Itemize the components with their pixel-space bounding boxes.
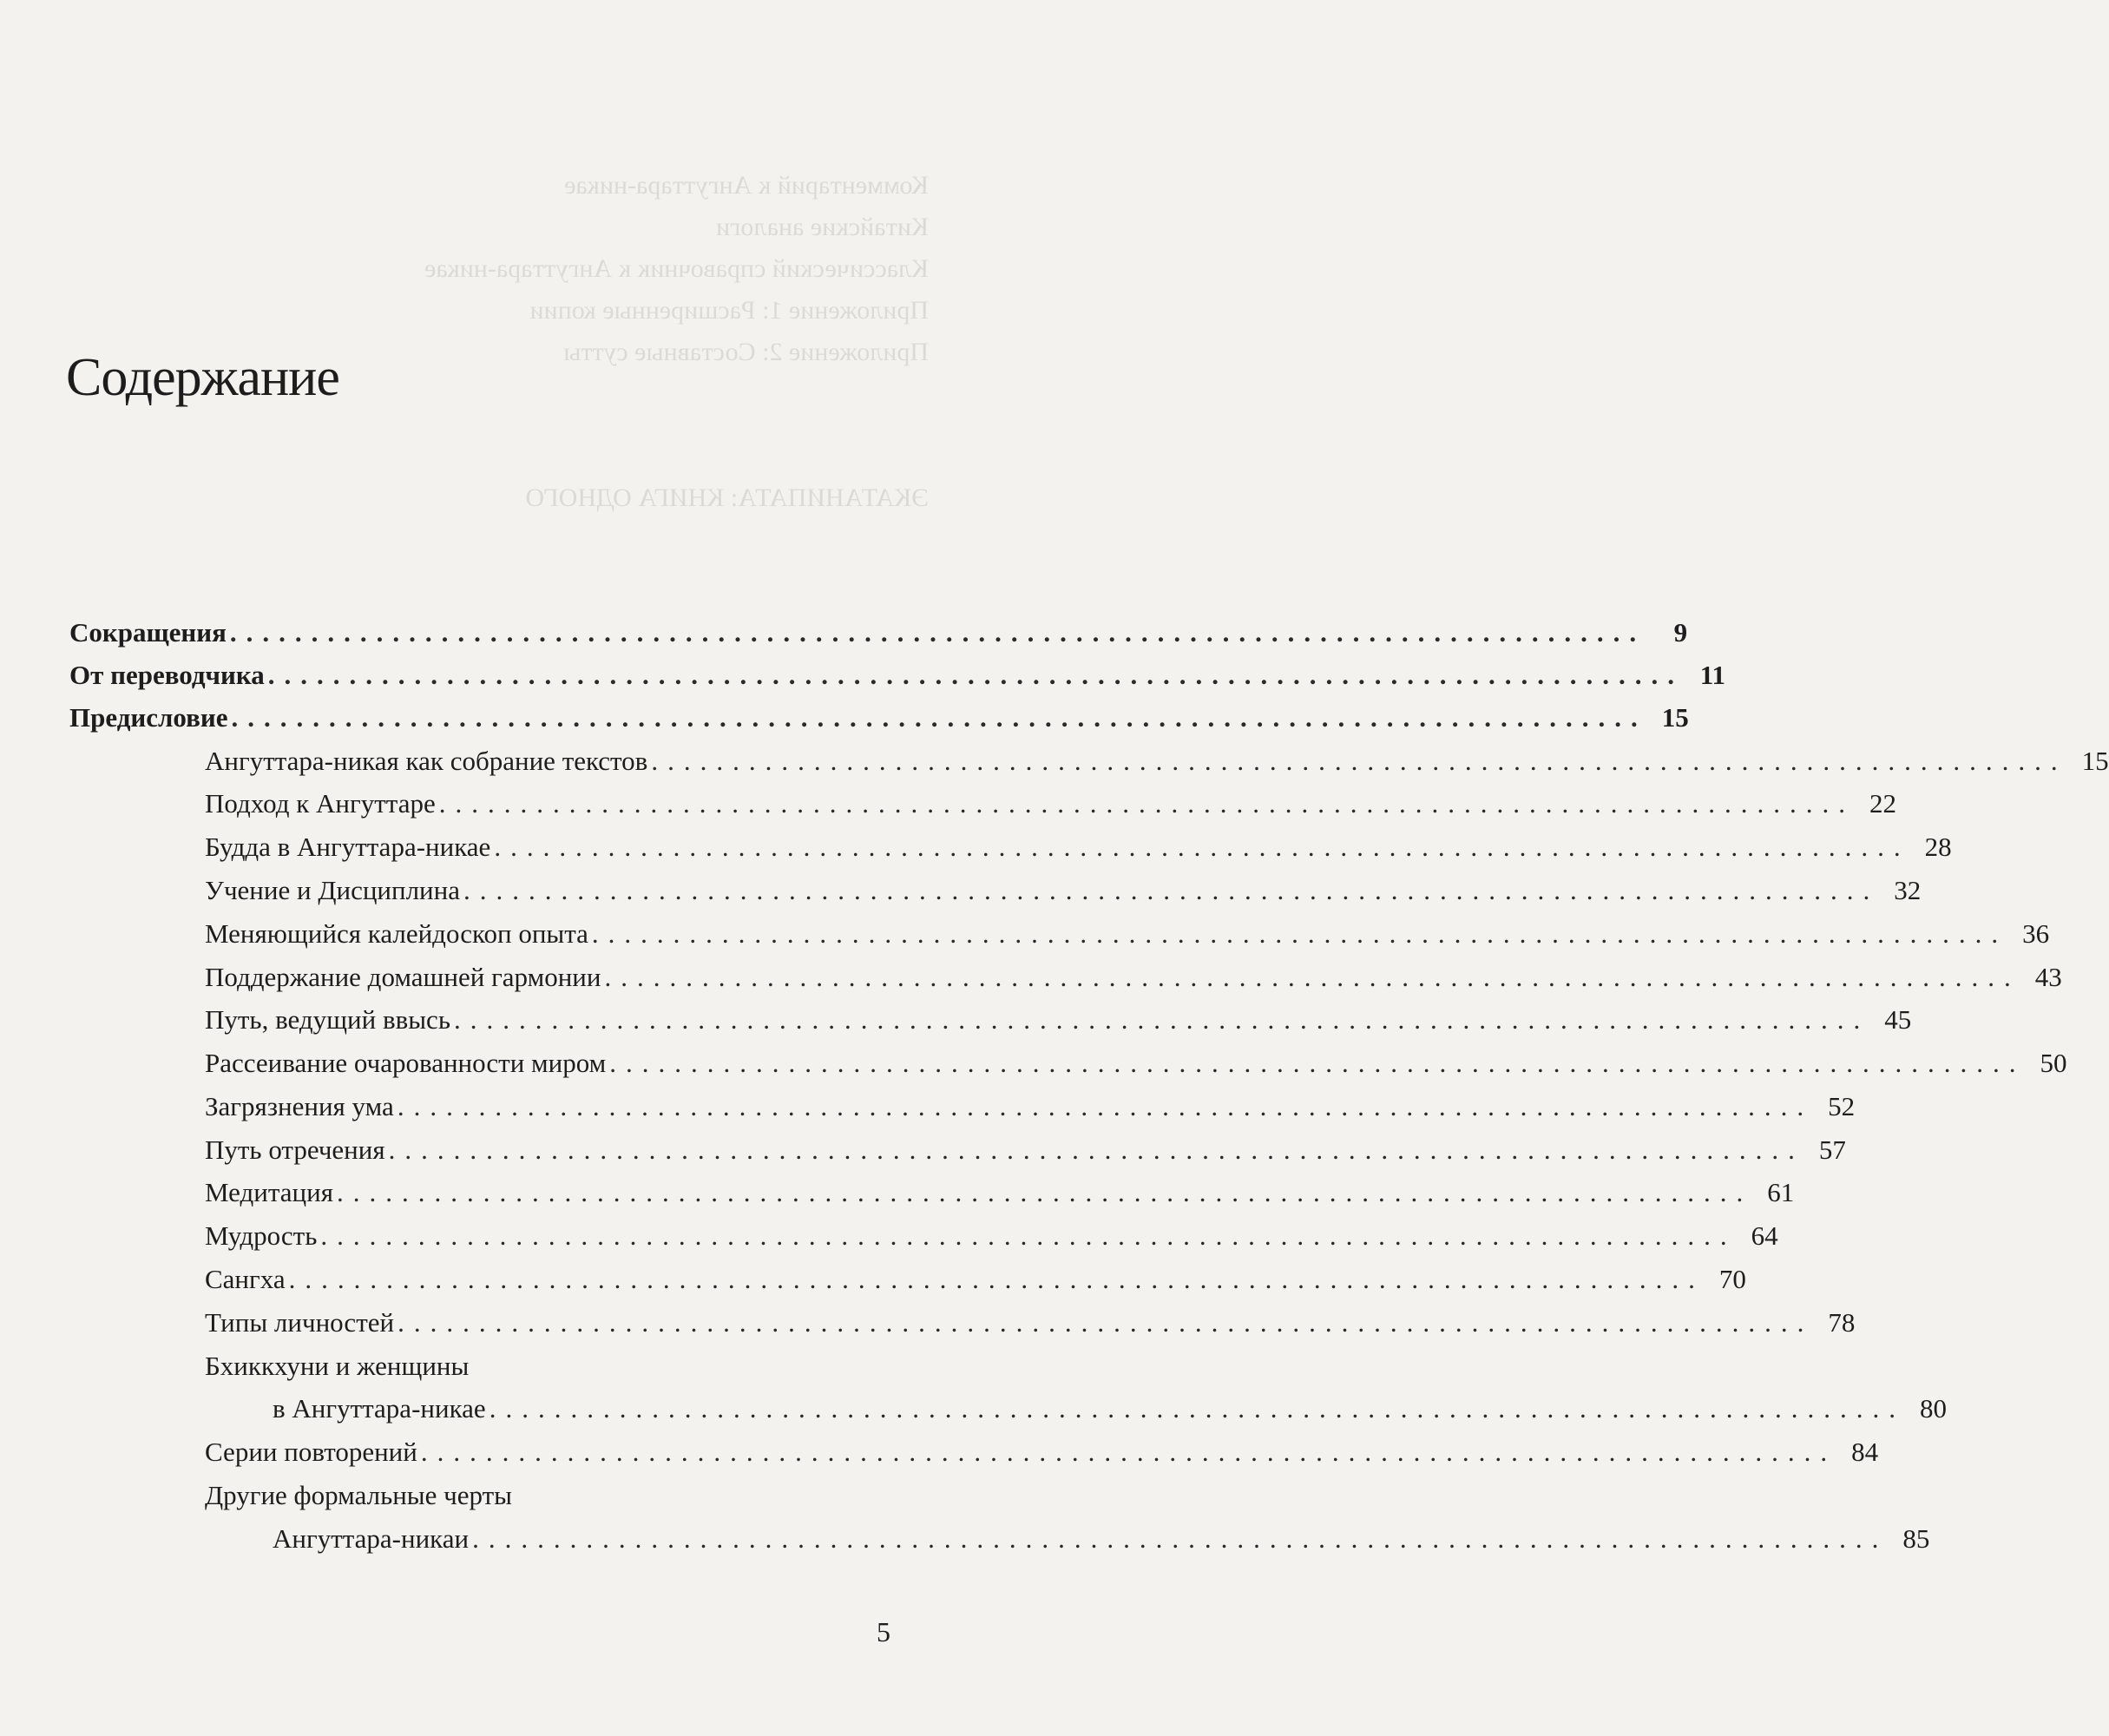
toc-entry-page: 52	[1828, 1091, 1856, 1121]
toc-entry-label: Медитация	[205, 1177, 333, 1207]
toc-entry[interactable]	[205, 1089, 1856, 1124]
toc-entry-label: Рассеивание очарованности миром	[205, 1048, 607, 1078]
toc-entry[interactable]	[205, 1262, 1746, 1297]
toc-entry-continuation: в Ангуттара-никае	[273, 1393, 486, 1424]
toc-entry-page: 11	[1699, 660, 1726, 690]
toc-entry-page: 85	[1902, 1523, 1930, 1554]
toc-entry-page: 28	[1924, 832, 1952, 862]
toc-entry[interactable]	[205, 1175, 1795, 1210]
ghost-line: Комментарий к Ангуттара-никае	[564, 171, 929, 200]
toc-entry-label: Меняющийся калейдоскоп опыта	[205, 918, 588, 949]
toc-entry-page: 50	[2040, 1048, 2067, 1078]
toc-entry[interactable]	[273, 1391, 1947, 1426]
toc-entry[interactable]	[69, 658, 1726, 693]
toc-entry-page: 45	[1884, 1004, 1912, 1035]
toc-entry-page: 15	[2081, 746, 2109, 776]
toc-entry[interactable]	[205, 744, 2109, 779]
leader-dots: .......................................................................................	[397, 1307, 1814, 1338]
toc-entry-page: 80	[1919, 1393, 1947, 1424]
toc-entry-page: 78	[1828, 1307, 1856, 1338]
leader-dots: .......................................................................................	[397, 1091, 1814, 1121]
ghost-line: ЭКАТАНИПАТА: КНИГА ОДНОГО	[525, 483, 929, 512]
toc-entry[interactable]	[205, 830, 1952, 865]
toc-entry-label: От переводчика	[69, 660, 265, 690]
leader-dots: .......................................................................................	[337, 1177, 1753, 1207]
leader-dots: .......................................................................................	[489, 1393, 1905, 1424]
toc-entry-page: 32	[1894, 875, 1922, 905]
toc-entry[interactable]	[205, 1305, 1856, 1340]
toc-entry-label: Серии повторений	[205, 1437, 417, 1467]
toc-entry[interactable]	[205, 1435, 1879, 1470]
leader-dots: .......................................................................................	[472, 1523, 1889, 1554]
ghost-line: Классический справочник к Ангуттара-никае	[424, 254, 929, 283]
toc-entry-label: Ангуттара-никая как собрание текстов	[205, 746, 648, 776]
leader-dots: .......................................................................................	[463, 875, 1880, 905]
leader-dots: .......................................................................................	[229, 617, 1646, 648]
toc-entry-label: Предисловие	[69, 702, 228, 733]
leader-dots: .......................................................................................	[494, 832, 1910, 862]
leader-dots: .......................................................................................	[267, 660, 1685, 690]
toc-entry[interactable]	[205, 1046, 2067, 1081]
toc-entry-page: 9	[1673, 617, 1688, 648]
leader-dots: .......................................................................................	[231, 702, 1647, 733]
toc-entry-label: Типы личностей	[205, 1307, 395, 1338]
toc-entry-page: 15	[1661, 702, 1689, 733]
leader-dots: .......................................................................................	[388, 1134, 1804, 1165]
toc-entry-page: 84	[1851, 1437, 1879, 1467]
toc-entry[interactable]	[205, 1003, 1912, 1037]
toc-entry-label: Учение и Дисциплина	[205, 875, 461, 905]
leader-dots: .......................................................................................	[591, 918, 2008, 949]
leader-dots: .......................................................................................	[609, 1048, 2026, 1078]
toc-entry-page: 64	[1751, 1220, 1778, 1251]
toc-entry[interactable]	[69, 615, 1688, 650]
page-title: Содержание	[66, 348, 339, 407]
toc-entry-label[interactable]: Другие формальные черты	[205, 1480, 512, 1510]
toc-entry-continuation: Ангуттара-никаи	[273, 1523, 470, 1554]
toc-entry-page: 57	[1818, 1134, 1846, 1165]
toc-entry-page: 22	[1869, 788, 1896, 819]
leader-dots: .......................................................................................	[453, 1004, 1870, 1035]
toc-entry[interactable]	[205, 1219, 1778, 1253]
toc-entry-page: 70	[1718, 1264, 1746, 1294]
toc-entry-page: 43	[2034, 962, 2062, 992]
ghost-line: Приложение 1: Расширенные копии	[529, 296, 929, 325]
toc-entry[interactable]	[205, 873, 1922, 908]
toc-entry-label: Путь отречения	[205, 1134, 385, 1165]
bleed-through-text	[69, 165, 929, 519]
ghost-line: Китайские аналоги	[716, 213, 929, 241]
toc-entry-label: Поддержание домашней гармонии	[205, 962, 601, 992]
toc-entry-label[interactable]: Бхиккхуни и женщины	[205, 1351, 470, 1381]
toc-entry[interactable]	[205, 1133, 1846, 1167]
leader-dots: .......................................................................................	[651, 746, 2067, 776]
leader-dots: .......................................................................................	[288, 1264, 1705, 1294]
toc-entry[interactable]	[273, 1522, 1930, 1556]
leader-dots: .......................................................................................	[320, 1220, 1737, 1251]
toc-entry-label: Сокращения	[69, 617, 227, 648]
toc-entry-label: Путь, ведущий ввысь	[205, 1004, 450, 1035]
toc-entry-label: Мудрость	[205, 1220, 318, 1251]
leader-dots: .......................................................................................	[420, 1437, 1837, 1467]
toc-entry-label: Будда в Ангуттара-никае	[205, 832, 491, 862]
leader-dots: .......................................................................................	[604, 962, 2020, 992]
toc-entry-label: Подход к Ангуттаре	[205, 788, 436, 819]
toc-entry[interactable]	[205, 960, 2062, 995]
toc-entry[interactable]	[205, 786, 1896, 821]
ghost-line: Приложение 2: Составные сутты	[563, 338, 929, 366]
toc-entry[interactable]	[205, 917, 2050, 951]
toc-entry-page: 61	[1767, 1177, 1795, 1207]
toc-entry-page: 36	[2022, 918, 2050, 949]
leader-dots: .......................................................................................	[438, 788, 1855, 819]
toc-entry-label: Сангха	[205, 1264, 286, 1294]
toc-entry[interactable]	[69, 700, 1689, 735]
toc-entry-label: Загрязнения ума	[205, 1091, 394, 1121]
page-number: 5	[877, 1616, 890, 1647]
